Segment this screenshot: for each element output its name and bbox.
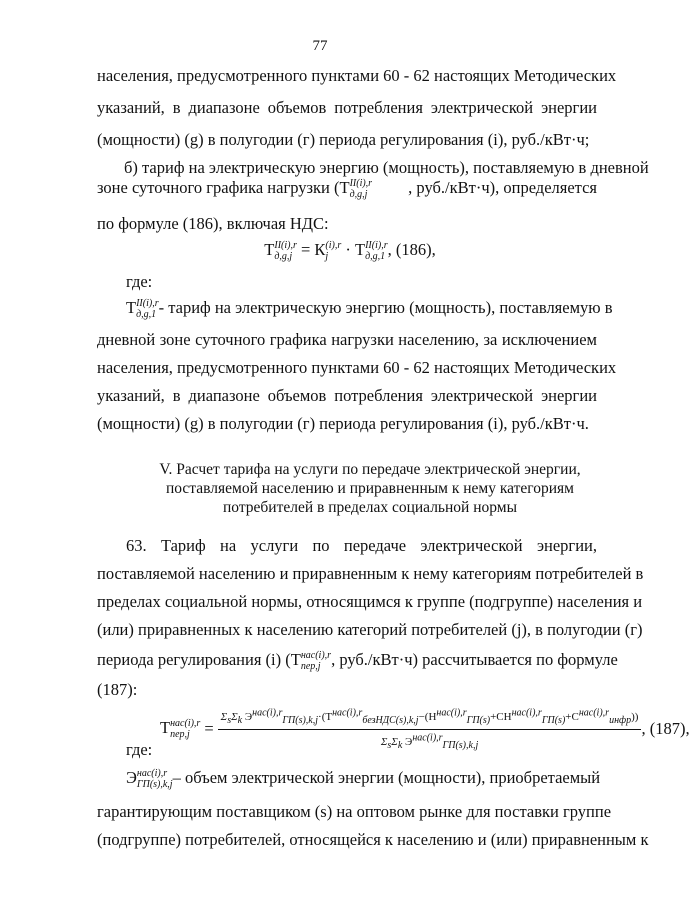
text-line-with-formula: Энас(i),r ГП(s),k,j – объем электрической энергии (мощности), приобретаемый — [126, 768, 601, 791]
text-line: поставляемой населению и приравненным к нему категориям потребителей в — [97, 564, 644, 583]
text-line: (187): — [97, 680, 138, 699]
text-line: (или) приравненных к населению категорий потребителей (j), в полугодии (г) — [97, 620, 643, 639]
text-line: б) тариф на электрическую энергию (мощность), поставляемую в дневной — [124, 158, 649, 177]
text-line: 63. Тариф на услуги по передаче электрической энергии, — [126, 536, 597, 555]
formula-fraction: $\Sigma_s\Sigma_k$ $Э^{нас(i),r}_{ГП(s),k,j}\cdot(Т^{нас(i),r}_{безНДС(s),k,j}-(Н^{нас(i),r}_{ГП(s)}+СН^{нас(i),r}_{ГП(s)}+С^{нас(i),r}_{инфр}))$ $\Sigma_s\Sigma_k$ $Э^{нас(i),r}_{ГП(s),k,j}$ — [218, 707, 642, 752]
text-line: населения, предусмотренного пунктами 60 - 62 настоящих Методических — [97, 358, 617, 377]
text-fragment: , руб./кВт·ч) рассчитывается по формуле — [331, 650, 618, 669]
formula-number: , (187), — [641, 719, 690, 738]
text-line-with-formula: периода регулирования (i) (Тнас(i),r пер,j , руб./кВт·ч) рассчитывается по формуле — [97, 650, 618, 673]
text-line: (мощности) (g) в полугодии (г) периода регулирования (i), руб./кВт·ч; — [97, 130, 590, 149]
page-number: 77 — [312, 38, 328, 54]
text-line-with-formula — [97, 178, 597, 200]
text-fragment: – объем электрической энергии (мощности), приобретаемый — [172, 768, 601, 787]
text-line: по формуле (186), включая НДС: — [97, 214, 329, 233]
tariff-symbol-indices: II(i),r д,g,j — [349, 178, 373, 201]
text-fragment: , руб./кВт·ч), определяется — [408, 178, 597, 197]
text-line: дневной зоне суточного графика нагрузки населению, за исключением — [97, 330, 597, 349]
text-line: (подгруппе) потребителей, относящейся к населению и (или) приравненным к — [97, 830, 649, 849]
text-line-with-formula: ТII(i),r д,g,1 - тариф на электрическую энергию (мощность), поставляемую в — [126, 298, 613, 321]
text-fragment: - тариф на электрическую энергию (мощность), поставляемую в — [158, 298, 613, 317]
text-line: (мощности) (g) в полугодии (г) периода регулирования (i), руб./кВт·ч. — [97, 414, 589, 433]
formula-186: ТII(i),r д,g,j = К(i),r j · ТII(i),r д,g,1 , (186), — [264, 240, 436, 263]
text-line: пределах социальной нормы, относящимся к группе (подгруппе) населения и — [97, 592, 643, 611]
section-heading-line: потребителей в пределах социальной нормы — [222, 499, 517, 516]
text-line: гарантирующим поставщиком (s) на оптовом рынке для поставки группе — [97, 802, 612, 821]
text-line: населения, предусмотренного пунктами 60 - 62 настоящих Методических — [97, 66, 617, 85]
text-fragment: зоне суточного графика нагрузки (Т — [97, 178, 350, 197]
text-fragment: периода регулирования (i) (Т — [97, 650, 301, 669]
text-line: указаний, в диапазоне объемов потребления электрической энергии — [97, 386, 597, 405]
text-line: указаний, в диапазоне объемов потребления электрической энергии — [97, 98, 597, 117]
formula-number: , (186), — [387, 240, 436, 259]
where-label: где: — [126, 740, 153, 759]
where-label: где: — [126, 272, 153, 291]
formula-187: Тнас(i),r пер,j = $\Sigma_s\Sigma_k$ $Э^{нас(i),r}_{ГП(s),k,j}\cdot(Т^{нас(i),r}_{безНДС(s),k,j}-(Н^{нас(i),r}_{ГП(s)}+СН^{нас(i),r}_{ГП(s)}+С^{нас(i),r}_{инфр}))$ $\Sigma_s\Sigma_k$ $Э^{нас(i),r}_{ГП(s),k,j}$ , (187), — [160, 706, 690, 751]
section-heading-line: V. Расчет тарифа на услуги по передаче электрической энергии, — [159, 461, 581, 478]
section-heading-line: поставляемой населению и приравненным к нему категориям — [166, 480, 574, 497]
